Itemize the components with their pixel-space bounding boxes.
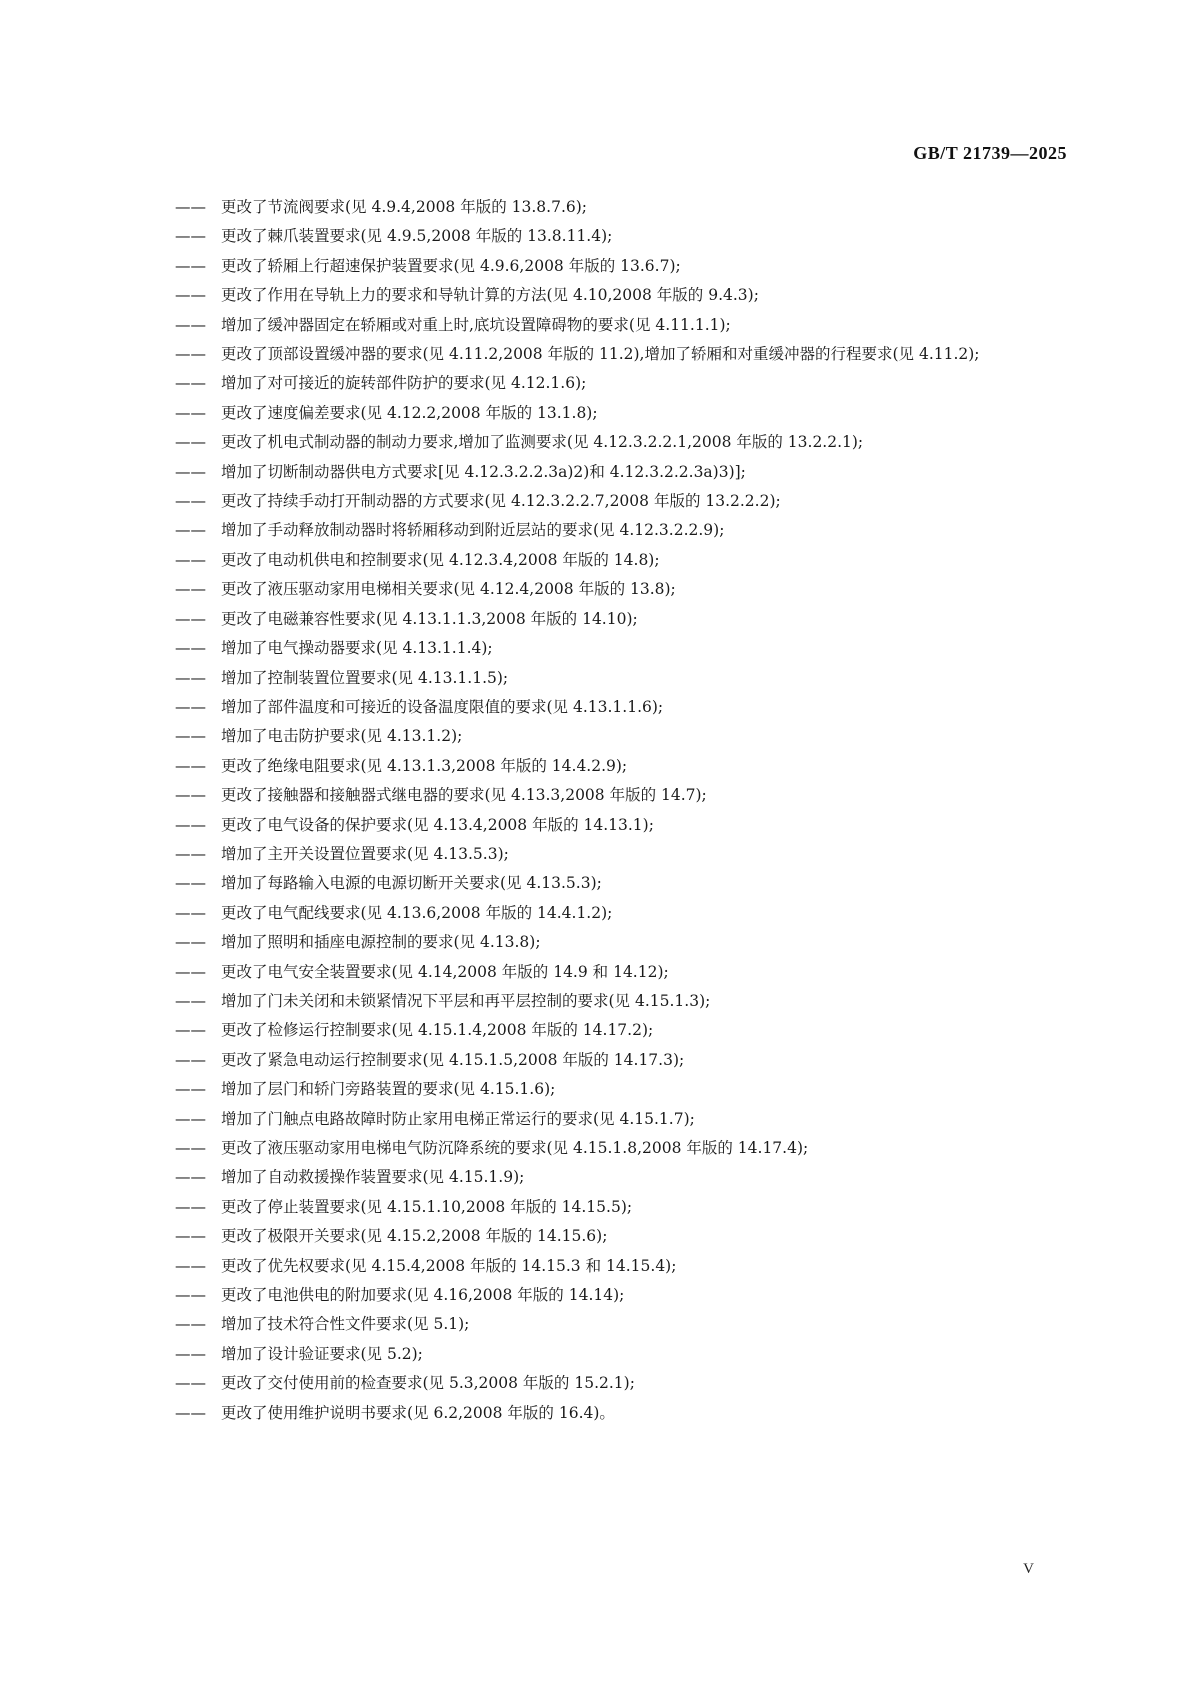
change-text: 更改了交付使用前的检查要求(见 5.3,2008 年版的 15.2.1); — [221, 1374, 635, 1393]
change-text: 更改了顶部设置缓冲器的要求(见 4.11.2,2008 年版的 11.2),增加了轿厢和对重缓冲器的行程要求(见 4.11.2); — [221, 345, 980, 364]
change-text: 增加了自动救援操作装置要求(见 4.15.1.9); — [221, 1168, 525, 1187]
change-item — [175, 1193, 1075, 1222]
change-text: 更改了极限开关要求(见 4.15.2,2008 年版的 14.15.6); — [221, 1227, 608, 1246]
change-item — [175, 1252, 1075, 1281]
change-item — [175, 1310, 1075, 1339]
change-item — [175, 811, 1075, 840]
list-dash-marker: —— — [175, 1403, 206, 1422]
change-text: 增加了主开关设置位置要求(见 4.13.5.3); — [221, 844, 509, 863]
change-text: 更改了电磁兼容性要求(见 4.13.1.1.3,2008 年版的 14.10); — [221, 609, 638, 628]
change-item — [175, 752, 1075, 781]
change-text: 更改了棘爪装置要求(见 4.9.5,2008 年版的 13.8.11.4); — [221, 227, 613, 246]
change-item — [175, 1134, 1075, 1163]
list-dash-marker: —— — [175, 668, 206, 687]
change-text: 更改了电动机供电和控制要求(见 4.12.3.4,2008 年版的 14.8); — [221, 550, 660, 569]
list-dash-marker: —— — [175, 1286, 206, 1305]
change-text: 更改了电气配线要求(见 4.13.6,2008 年版的 14.4.1.2); — [221, 903, 613, 922]
list-dash-marker: —— — [175, 462, 206, 481]
change-item — [175, 1163, 1075, 1192]
page-number: V — [1023, 1561, 1034, 1577]
change-item — [175, 1281, 1075, 1310]
change-item — [175, 664, 1075, 693]
change-text: 更改了电气安全装置要求(见 4.14,2008 年版的 14.9 和 14.12); — [221, 962, 669, 981]
list-dash-marker: —— — [175, 697, 206, 716]
change-text: 增加了技术符合性文件要求(见 5.1); — [221, 1315, 470, 1334]
change-text: 增加了照明和插座电源控制的要求(见 4.13.8); — [221, 933, 541, 952]
change-text: 更改了液压驱动家用电梯电气防沉降系统的要求(见 4.15.1.8,2008 年版的 14.17.4); — [221, 1139, 809, 1157]
change-item — [175, 222, 1075, 251]
list-dash-marker: —— — [175, 727, 206, 746]
change-item — [175, 311, 1075, 340]
change-text: 更改了接触器和接触器式继电器的要求(见 4.13.3,2008 年版的 14.7); — [221, 786, 707, 805]
change-text: 更改了电池供电的附加要求(见 4.16,2008 年版的 14.14); — [221, 1286, 625, 1305]
list-dash-marker: —— — [175, 374, 206, 393]
list-dash-marker: —— — [175, 1168, 206, 1187]
list-dash-marker: —— — [175, 933, 206, 952]
change-text: 增加了对可接近的旋转部件防护的要求(见 4.12.1.6); — [221, 374, 587, 393]
change-item — [175, 487, 1075, 516]
change-item — [175, 693, 1075, 722]
change-list — [175, 193, 1075, 1428]
change-item — [175, 869, 1075, 898]
change-item — [175, 928, 1075, 957]
list-dash-marker: —— — [175, 1374, 206, 1393]
list-dash-marker: —— — [175, 1139, 206, 1157]
change-text: 更改了检修运行控制要求(见 4.15.1.4,2008 年版的 14.17.2); — [221, 1021, 654, 1040]
change-item — [175, 987, 1075, 1016]
change-item — [175, 722, 1075, 751]
change-text: 增加了设计验证要求(见 5.2); — [221, 1344, 423, 1363]
list-dash-marker: —— — [175, 227, 206, 246]
list-dash-marker: —— — [175, 903, 206, 922]
list-dash-marker: —— — [175, 550, 206, 569]
change-item — [175, 340, 1075, 369]
list-dash-marker: —— — [175, 492, 206, 511]
change-text: 增加了门触点电路故障时防止家用电梯正常运行的要求(见 4.15.1.7); — [221, 1109, 695, 1128]
change-item — [175, 428, 1075, 457]
change-item — [175, 1340, 1075, 1369]
change-item — [175, 546, 1075, 575]
change-item — [175, 1075, 1075, 1104]
list-dash-marker: —— — [175, 844, 206, 863]
change-text: 增加了每路输入电源的电源切断开关要求(见 4.13.5.3); — [221, 874, 602, 893]
list-dash-marker: —— — [175, 1256, 206, 1275]
change-item — [175, 958, 1075, 987]
change-item — [175, 634, 1075, 663]
change-text: 增加了手动释放制动器时将轿厢移动到附近层站的要求(见 4.12.3.2.2.9); — [221, 521, 725, 540]
change-item — [175, 193, 1075, 222]
change-item — [175, 1369, 1075, 1398]
list-dash-marker: —— — [175, 286, 206, 305]
change-item — [175, 781, 1075, 810]
list-dash-marker: —— — [175, 345, 206, 364]
change-text: 更改了绝缘电阻要求(见 4.13.1.3,2008 年版的 14.4.2.9); — [221, 756, 628, 775]
change-item — [175, 458, 1075, 487]
change-text: 增加了缓冲器固定在轿厢或对重上时,底坑设置障碍物的要求(见 4.11.1.1); — [221, 315, 731, 334]
change-item — [175, 1105, 1075, 1134]
list-dash-marker: —— — [175, 786, 206, 805]
change-text: 增加了部件温度和可接近的设备温度限值的要求(见 4.13.1.1.6); — [221, 697, 664, 716]
change-text: 增加了控制装置位置要求(见 4.13.1.1.5); — [221, 668, 509, 687]
list-dash-marker: —— — [175, 991, 206, 1010]
list-dash-marker: —— — [175, 403, 206, 422]
list-dash-marker: —— — [175, 1197, 206, 1216]
change-text: 更改了停止装置要求(见 4.15.1.10,2008 年版的 14.15.5); — [221, 1197, 633, 1216]
change-text: 增加了电击防护要求(见 4.13.1.2); — [221, 727, 463, 746]
change-text: 更改了电气设备的保护要求(见 4.13.4,2008 年版的 14.13.1); — [221, 815, 654, 834]
change-item — [175, 369, 1075, 398]
change-item — [175, 516, 1075, 545]
change-text: 增加了层门和轿门旁路装置的要求(见 4.15.1.6); — [221, 1080, 556, 1099]
list-dash-marker: —— — [175, 1021, 206, 1040]
list-dash-marker: —— — [175, 1109, 206, 1128]
change-text: 更改了紧急电动运行控制要求(见 4.15.1.5,2008 年版的 14.17.3); — [221, 1050, 685, 1069]
list-dash-marker: —— — [175, 1227, 206, 1246]
list-dash-marker: —— — [175, 815, 206, 834]
list-dash-marker: —— — [175, 609, 206, 628]
change-text: 更改了持续手动打开制动器的方式要求(见 4.12.3.2.2.7,2008 年版的 13.2.2.2); — [221, 492, 781, 511]
change-text: 更改了优先权要求(见 4.15.4,2008 年版的 14.15.3 和 14.15.4); — [221, 1256, 677, 1275]
change-item — [175, 575, 1075, 604]
list-dash-marker: —— — [175, 639, 206, 658]
list-dash-marker: —— — [175, 433, 206, 452]
change-item — [175, 1016, 1075, 1045]
change-text: 更改了使用维护说明书要求(见 6.2,2008 年版的 16.4)。 — [221, 1403, 615, 1422]
list-dash-marker: —— — [175, 874, 206, 893]
list-dash-marker: —— — [175, 1344, 206, 1363]
list-dash-marker: —— — [175, 315, 206, 334]
change-text: 更改了节流阀要求(见 4.9.4,2008 年版的 13.8.7.6); — [221, 198, 587, 216]
change-text: 增加了电气操动器要求(见 4.13.1.1.4); — [221, 639, 493, 658]
change-text: 更改了轿厢上行超速保护装置要求(见 4.9.6,2008 年版的 13.6.7); — [221, 256, 681, 275]
document-code: GB/T 21739—2025 — [913, 143, 1067, 163]
list-dash-marker: —— — [175, 1050, 206, 1069]
list-dash-marker: —— — [175, 580, 206, 599]
change-item — [175, 605, 1075, 634]
change-text: 更改了机电式制动器的制动力要求,增加了监测要求(见 4.12.3.2.2.1,2008 年版的 13.2.2.1); — [221, 433, 864, 452]
change-text: 更改了作用在导轨上力的要求和导轨计算的方法(见 4.10,2008 年版的 9.4.3); — [221, 286, 759, 305]
list-dash-marker: —— — [175, 1315, 206, 1334]
change-text: 增加了切断制动器供电方式要求[见 4.12.3.2.2.3a)2)和 4.12.3.2.2.3a)3)]; — [221, 462, 746, 481]
change-text: 更改了液压驱动家用电梯相关要求(见 4.12.4,2008 年版的 13.8); — [221, 580, 676, 599]
change-item — [175, 1222, 1075, 1251]
list-dash-marker: —— — [175, 756, 206, 775]
change-item — [175, 281, 1075, 310]
list-dash-marker: —— — [175, 521, 206, 540]
change-text: 更改了速度偏差要求(见 4.12.2,2008 年版的 13.1.8); — [221, 403, 598, 422]
change-item — [175, 252, 1075, 281]
change-item — [175, 399, 1075, 428]
list-dash-marker: —— — [175, 198, 206, 216]
list-dash-marker: —— — [175, 962, 206, 981]
change-item — [175, 1046, 1075, 1075]
list-dash-marker: —— — [175, 1080, 206, 1099]
list-dash-marker: —— — [175, 256, 206, 275]
change-text: 增加了门未关闭和未锁紧情况下平层和再平层控制的要求(见 4.15.1.3); — [221, 991, 711, 1010]
change-item — [175, 1399, 1075, 1428]
change-item — [175, 840, 1075, 869]
change-item — [175, 899, 1075, 928]
